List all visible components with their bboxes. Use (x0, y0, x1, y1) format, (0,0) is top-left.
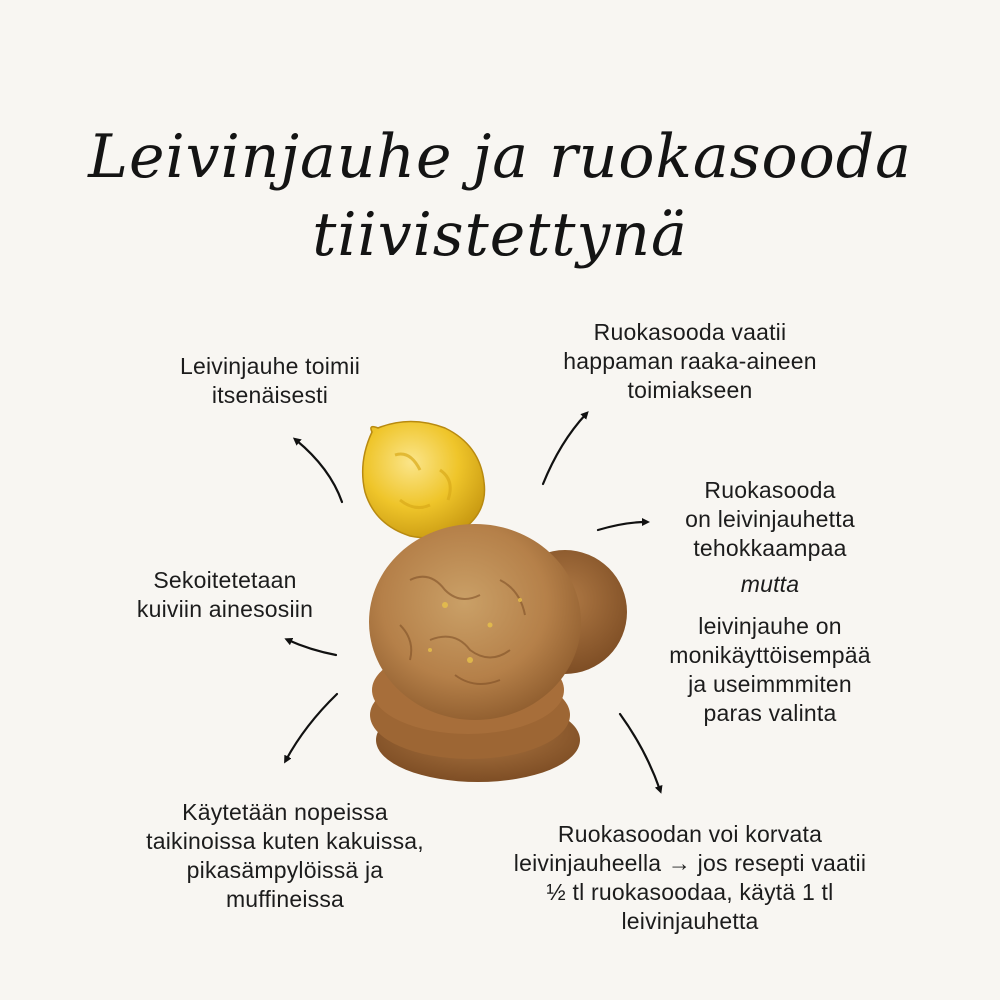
cookie-stack-icon (369, 524, 627, 782)
note-line: pikasämpylöissä ja (186, 857, 384, 883)
arrow-right (598, 522, 646, 530)
note-line: itsenäisesti (211, 382, 329, 408)
note-line: ½ tl ruokasoodaa, käytä 1 tl (546, 879, 834, 905)
note-line: Leivinjauhe toimii (179, 353, 361, 379)
note-line: toimiakseen (627, 377, 753, 403)
title-line-1: Leivinjauhe ja ruokasooda (88, 122, 912, 192)
note-line: monikäyttöisempää (669, 642, 871, 668)
note-line: Ruokasooda vaatii (593, 319, 787, 345)
note-line: Ruokasoodan voi korvata (557, 821, 823, 847)
note-line: tehokkaampaa (693, 535, 847, 561)
note-line: muffineissa (225, 886, 345, 912)
note-line: paras valinta (703, 700, 837, 726)
note-line: on leivinjauhetta (685, 506, 855, 532)
note-line: Sekoitetetaan (153, 567, 297, 593)
arrow-mid-left (288, 640, 336, 655)
note-line: ja useimmmiten (688, 671, 852, 697)
note-top-right (520, 318, 860, 405)
note-top-left (120, 352, 420, 410)
note-line: leivinjauheella → jos resepti vaatii (513, 850, 867, 876)
page-title (0, 118, 1000, 274)
note-line: leivinjauhe on (698, 613, 842, 639)
arrow-top-right (543, 414, 586, 484)
title-line-2: tiivistettynä (312, 200, 688, 270)
note-line: leivinjauhetta (621, 908, 759, 934)
note-mutta: mutta (740, 571, 800, 597)
note-line: Ruokasooda (704, 477, 836, 503)
arrow-top-left (296, 440, 342, 502)
note-right-b (640, 612, 900, 728)
note-right-a (640, 476, 900, 563)
note-mid-left (95, 566, 355, 624)
lemon-icon (363, 422, 485, 539)
note-line: taikinoissa kuten kakuissa, (146, 828, 424, 854)
note-line: kuiviin ainesosiin (136, 596, 314, 622)
arrow-bottom-left (286, 694, 337, 760)
note-line: happaman raaka-aineen (563, 348, 817, 374)
note-bottom-left (100, 798, 470, 914)
note-line: Käytetään nopeissa (182, 799, 388, 825)
note-bottom-right (475, 820, 905, 936)
